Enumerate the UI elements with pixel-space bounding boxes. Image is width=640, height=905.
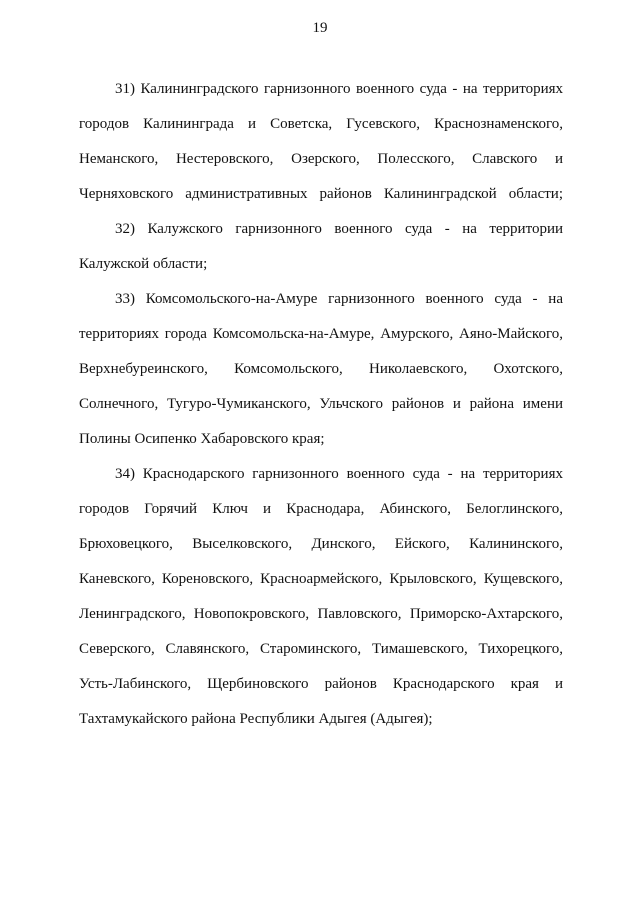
text-line: Неманского, Нестеровского, Озерского, Полесского, Славского и — [79, 151, 563, 167]
text-line: 31) Калининградского гарнизонного военного суда - на территориях — [115, 81, 563, 97]
text-line: городов Горячий Ключ и Краснодара, Абинского, Белоглинского, — [79, 501, 563, 517]
text-line: Ленинградского, Новопокровского, Павловского, Приморско-Ахтарского, — [79, 606, 563, 622]
text-line: Верхнебуреинского, Комсомольского, Николаевского, Охотского, — [79, 361, 563, 377]
text-line: 32) Калужского гарнизонного военного суда - на территории — [115, 221, 563, 237]
text-line: Тахтамукайского района Республики Адыгея (Адыгея); — [79, 711, 433, 727]
text-line: Брюховецкого, Выселковского, Динского, Ейского, Калининского, — [79, 536, 563, 552]
text-line: Калужской области; — [79, 256, 208, 272]
text-line: 34) Краснодарского гарнизонного военного суда - на территориях — [115, 466, 563, 482]
document-body — [79, 72, 563, 737]
text-line: 33) Комсомольского-на-Амуре гарнизонного военного суда - на — [115, 291, 563, 307]
text-line: Черняховского административных районов Калининградской области; — [79, 186, 563, 202]
text-line: Северского, Славянского, Староминского, Тимашевского, Тихорецкого, — [79, 641, 563, 657]
text-line: Полины Осипенко Хабаровского края; — [79, 431, 325, 447]
paragraph-31 — [79, 72, 563, 212]
paragraph-33 — [79, 282, 563, 457]
paragraph-34 — [79, 457, 563, 737]
paragraph-32 — [79, 212, 563, 282]
text-line: территориях города Комсомольска-на-Амуре, Амурского, Аяно-Майского, — [79, 326, 563, 342]
page-number: 19 — [312, 20, 328, 36]
text-line: Солнечного, Тугуро-Чумиканского, Ульчского районов и района имени — [79, 396, 563, 412]
text-line: Усть-Лабинского, Щербиновского районов Краснодарского края и — [79, 676, 563, 692]
text-line: городов Калининграда и Советска, Гусевского, Краснознаменского, — [79, 116, 563, 132]
text-line: Каневского, Кореновского, Красноармейского, Крыловского, Кущевского, — [79, 571, 563, 587]
